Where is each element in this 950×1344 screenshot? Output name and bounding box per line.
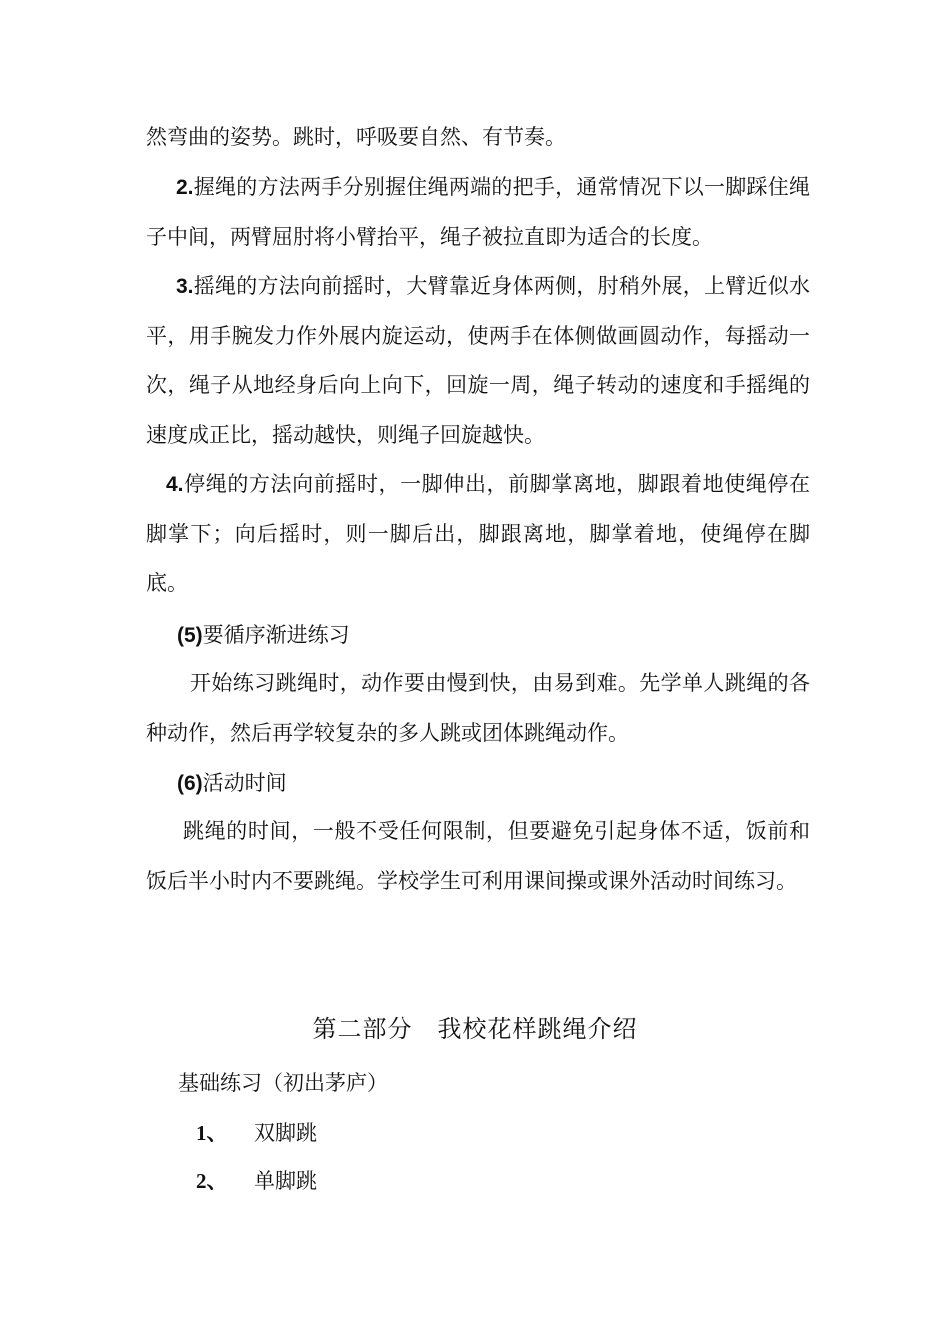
part-2-heading: 第二部分 我校花样跳绳介绍 [312, 1015, 638, 1043]
section-title: 活动时间 [202, 771, 287, 795]
paragraph-text: 握绳的方法两手分别握住绳两端的把手，通常情况下以一脚踩住绳子中间，两臂屈肘将小臂抬平，绳子被拉直即为适合的长度。 [146, 175, 810, 249]
paragraph-text: 跳绳的时间，一般不受任何限制，但要避免引起身体不适，饭前和饭后半小时内不要跳绳。学校学生可利用课间操或课外活动时间练习。 [146, 819, 810, 893]
paragraph-text: 停绳的方法向前摇时，一脚伸出，前脚掌离地，脚跟着地使绳停在脚掌下；向后摇时，则一脚后出，脚跟离地，脚掌着地，使绳停在脚底。 [146, 472, 810, 595]
paragraph-1-text: 然弯曲的姿势。跳时，呼吸要自然、有节奏。 [146, 125, 566, 149]
list-item-number: 1、 [196, 1121, 228, 1145]
section-number: (5) [177, 624, 203, 647]
paragraph-number: 4. [166, 473, 184, 496]
paragraph-text: 摇绳的方法向前摇时，大臂靠近身体两侧，肘稍外展，上臂近似水平，用手腕发力作外展内旋运动，使两手在体侧做画圆动作，每摇动一次，绳子从地经身后向上向下，回旋一周，绳子转动的速度和手摇绳的速度成正比，摇动越快，则绳子回旋越快。 [146, 274, 810, 447]
basic-practice-title: 基础练习（初出茅庐） [178, 1071, 388, 1095]
section-6-paragraph [146, 807, 810, 906]
paragraph-number: 2. [176, 176, 194, 199]
paragraph-grip-method [146, 163, 810, 262]
section-5-paragraph [146, 659, 810, 758]
paragraph-stop-method [146, 460, 810, 609]
section-6-title [177, 768, 287, 799]
list-item-label: 单脚跳 [254, 1169, 317, 1193]
section-5-title [177, 620, 350, 651]
list-item-number: 2、 [196, 1169, 228, 1193]
list-item [196, 1166, 317, 1196]
paragraph-swing-method [146, 262, 810, 460]
paragraph-text: 开始练习跳绳时，动作要由慢到快，由易到难。先学单人跳绳的各种动作，然后再学较复杂的多人跳或团体跳绳动作。 [146, 671, 810, 745]
section-number: (6) [177, 772, 203, 795]
paragraph-1 [146, 113, 810, 163]
list-item-label: 双脚跳 [254, 1121, 317, 1145]
paragraph-number: 3. [176, 275, 194, 298]
list-item [196, 1118, 317, 1148]
section-title: 要循序渐进练习 [202, 623, 350, 647]
